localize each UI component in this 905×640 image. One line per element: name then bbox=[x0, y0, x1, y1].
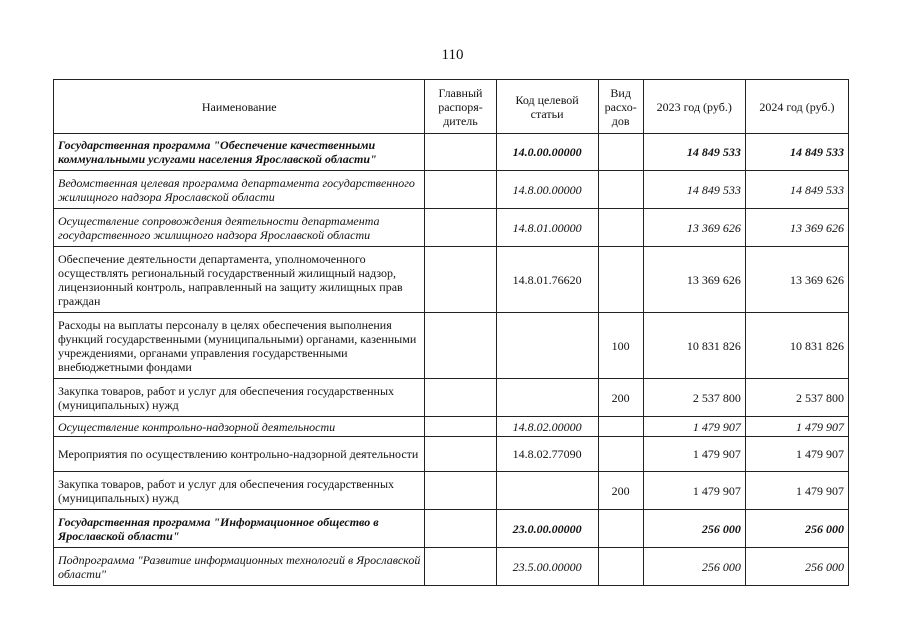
row-kod: 14.8.01.76620 bbox=[496, 247, 598, 313]
row-kod bbox=[496, 313, 598, 379]
row-2024: 1 479 907 bbox=[745, 417, 848, 437]
row-vid: 200 bbox=[598, 472, 643, 510]
row-glavny bbox=[425, 437, 496, 472]
row-kod: 14.8.00.00000 bbox=[496, 171, 598, 209]
table-row bbox=[54, 247, 849, 313]
budget-table bbox=[53, 79, 849, 586]
row-name: Расходы на выплаты персоналу в целях обеспечения выполнения функций государственными (муниципальными) органами, казенными учреждениями, органами управления государственными внебюджетными фондами bbox=[54, 313, 425, 379]
row-vid bbox=[598, 437, 643, 472]
row-2023: 2 537 800 bbox=[643, 379, 745, 417]
row-name: Осуществление сопровождения деятельности департамента государственного жилищного надзора Ярославской области bbox=[54, 209, 425, 247]
row-2024: 13 369 626 bbox=[745, 209, 848, 247]
row-kod: 14.8.02.77090 bbox=[496, 437, 598, 472]
table-row bbox=[54, 472, 849, 510]
row-name: Ведомственная целевая программа департамента государственного жилищного надзора Ярославской области bbox=[54, 171, 425, 209]
row-2024: 2 537 800 bbox=[745, 379, 848, 417]
row-2023: 1 479 907 bbox=[643, 417, 745, 437]
row-2023: 13 369 626 bbox=[643, 209, 745, 247]
row-2023: 13 369 626 bbox=[643, 247, 745, 313]
row-2024: 1 479 907 bbox=[745, 472, 848, 510]
row-2023: 1 479 907 bbox=[643, 472, 745, 510]
row-kod: 14.8.01.00000 bbox=[496, 209, 598, 247]
table-row bbox=[54, 313, 849, 379]
row-2024: 13 369 626 bbox=[745, 247, 848, 313]
row-2024: 10 831 826 bbox=[745, 313, 848, 379]
row-2023: 1 479 907 bbox=[643, 437, 745, 472]
row-2023: 10 831 826 bbox=[643, 313, 745, 379]
row-glavny bbox=[425, 209, 496, 247]
header-row bbox=[54, 80, 849, 134]
row-2024: 14 849 533 bbox=[745, 134, 848, 171]
row-kod: 14.8.02.00000 bbox=[496, 417, 598, 437]
row-glavny bbox=[425, 417, 496, 437]
table-row bbox=[54, 510, 849, 548]
row-glavny bbox=[425, 510, 496, 548]
row-2024: 1 479 907 bbox=[745, 437, 848, 472]
row-kod bbox=[496, 472, 598, 510]
row-vid bbox=[598, 417, 643, 437]
row-2024: 256 000 bbox=[745, 510, 848, 548]
header-kod: Код целевой статьи bbox=[496, 80, 598, 134]
row-glavny bbox=[425, 171, 496, 209]
row-2023: 14 849 533 bbox=[643, 171, 745, 209]
table-row bbox=[54, 417, 849, 437]
row-vid: 200 bbox=[598, 379, 643, 417]
header-2023: 2023 год (руб.) bbox=[643, 80, 745, 134]
table-row bbox=[54, 437, 849, 472]
row-vid bbox=[598, 247, 643, 313]
row-glavny bbox=[425, 379, 496, 417]
row-name: Осуществление контрольно-надзорной деятельности bbox=[54, 417, 425, 437]
row-2024: 256 000 bbox=[745, 548, 848, 586]
row-name: Закупка товаров, работ и услуг для обеспечения государственных (муниципальных) нужд bbox=[54, 379, 425, 417]
row-2023: 256 000 bbox=[643, 548, 745, 586]
table-row bbox=[54, 379, 849, 417]
row-2023: 14 849 533 bbox=[643, 134, 745, 171]
row-vid bbox=[598, 134, 643, 171]
row-name: Обеспечение деятельности департамента, уполномоченного осуществлять региональный государственный жилищный надзор, лицензионный контроль, направленный на защиту жилищных прав граждан bbox=[54, 247, 425, 313]
row-vid: 100 bbox=[598, 313, 643, 379]
row-glavny bbox=[425, 247, 496, 313]
table-row bbox=[54, 209, 849, 247]
table-row bbox=[54, 134, 849, 171]
row-glavny bbox=[425, 472, 496, 510]
header-vid: Вид расхо-дов bbox=[598, 80, 643, 134]
row-vid bbox=[598, 209, 643, 247]
header-glavny: Главный распоря-дитель bbox=[425, 80, 496, 134]
row-kod: 23.5.00.00000 bbox=[496, 548, 598, 586]
header-name: Наименование bbox=[54, 80, 425, 134]
row-glavny bbox=[425, 548, 496, 586]
header-2024: 2024 год (руб.) bbox=[745, 80, 848, 134]
row-kod bbox=[496, 379, 598, 417]
row-glavny bbox=[425, 134, 496, 171]
row-name: Закупка товаров, работ и услуг для обеспечения государственных (муниципальных) нужд bbox=[54, 472, 425, 510]
row-vid bbox=[598, 510, 643, 548]
row-2024: 14 849 533 bbox=[745, 171, 848, 209]
row-2023: 256 000 bbox=[643, 510, 745, 548]
row-kod: 23.0.00.00000 bbox=[496, 510, 598, 548]
row-name: Государственная программа "Информационное общество в Ярославской области" bbox=[54, 510, 425, 548]
row-name: Подпрограмма "Развитие информационных технологий в Ярославской области" bbox=[54, 548, 425, 586]
row-vid bbox=[598, 171, 643, 209]
row-kod: 14.0.00.00000 bbox=[496, 134, 598, 171]
row-name: Мероприятия по осуществлению контрольно-надзорной деятельности bbox=[54, 437, 425, 472]
table-row bbox=[54, 548, 849, 586]
row-glavny bbox=[425, 313, 496, 379]
row-name: Государственная программа "Обеспечение качественными коммунальными услугами населения Ярославской области" bbox=[54, 134, 425, 171]
table-row bbox=[54, 171, 849, 209]
page-number: 110 bbox=[441, 47, 464, 63]
row-vid bbox=[598, 548, 643, 586]
